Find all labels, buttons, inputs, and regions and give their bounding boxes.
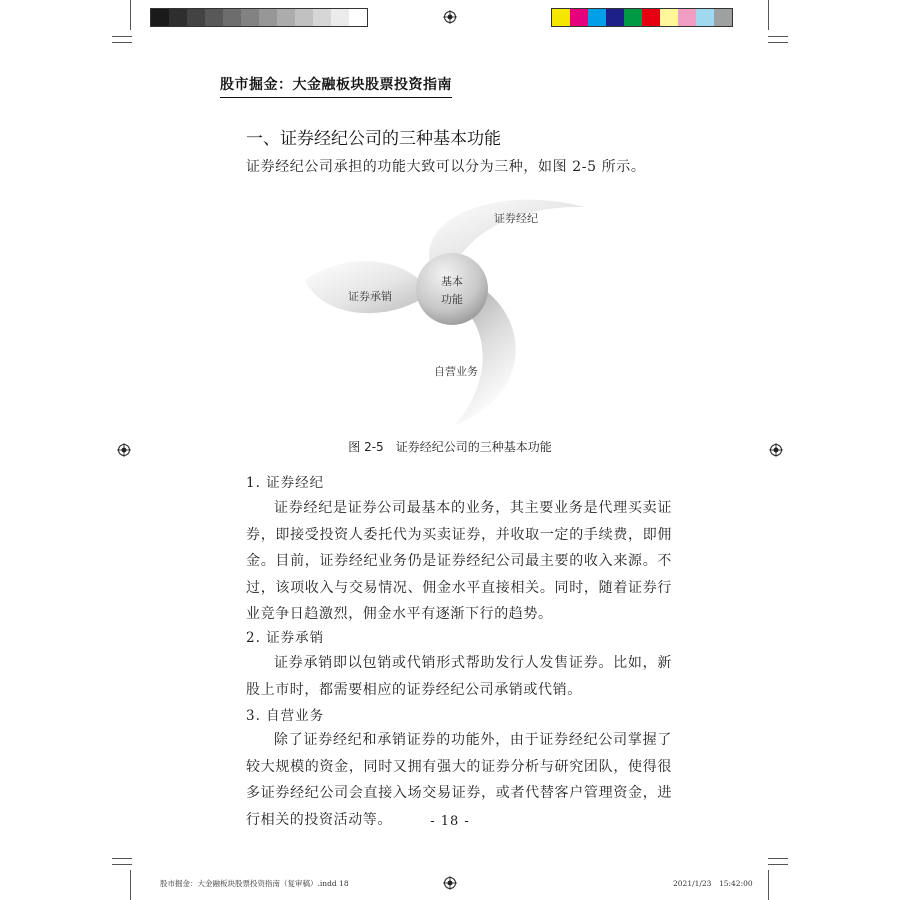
- slug-file: 股市掘金：大金融板块股票投资指南（复审稿）.indd 18: [160, 879, 349, 888]
- color-swatch: [151, 9, 169, 26]
- crop-mark: [112, 864, 132, 865]
- center-label-line1: 基本: [441, 275, 463, 288]
- color-swatch: [295, 9, 313, 26]
- petal-label-proprietary: 自营业务: [434, 365, 478, 378]
- center-circle: [416, 253, 488, 325]
- registration-mark-icon: [443, 10, 457, 24]
- crop-mark: [768, 858, 788, 859]
- item-paragraph: 除了证券经纪和承销证券的功能外，由于证券经纪公司掌握了较大规模的资金，同时又拥有强大的证券分析与研究团队，使得很多证券经纪公司会直接入场交易证券，或者代替客户管理资金，进行相关的投资活动等。: [246, 732, 672, 828]
- section-title: 一、证券经纪公司的三种基本功能: [246, 129, 501, 149]
- item-paragraph: 证券承销即以包销或代销形式帮助发行人发售证券。比如，新股上市时，都需要相应的证券经纪公司承销或代销。: [246, 655, 672, 698]
- color-swatch: [205, 9, 223, 26]
- color-swatch: [552, 9, 570, 26]
- color-swatch: [241, 9, 259, 26]
- grayscale-bar-strip: [150, 8, 368, 27]
- functions-diagram: [300, 185, 600, 430]
- color-swatch: [223, 9, 241, 26]
- color-swatch: [696, 9, 714, 26]
- running-head: 股市掘金：大金融板块股票投资指南: [220, 74, 452, 98]
- crop-mark: [768, 42, 788, 43]
- color-swatch: [624, 9, 642, 26]
- color-swatch: [277, 9, 295, 26]
- center-label-line2: 功能: [441, 293, 463, 306]
- page-number: - 18 -: [430, 814, 470, 829]
- petal-label-underwriting: 证券承销: [348, 290, 392, 303]
- color-swatch: [349, 9, 367, 26]
- item-title: 2. 证券承销: [246, 630, 325, 646]
- color-swatch: [331, 9, 349, 26]
- item-title: 1. 证券经纪: [246, 475, 325, 491]
- color-swatch: [259, 9, 277, 26]
- crop-mark: [768, 870, 769, 900]
- color-swatch: [588, 9, 606, 26]
- color-swatch: [714, 9, 732, 26]
- color-swatch: [660, 9, 678, 26]
- crop-mark: [112, 42, 132, 43]
- color-swatch: [313, 9, 331, 26]
- crop-mark: [130, 0, 131, 30]
- crop-mark: [130, 870, 131, 900]
- color-swatch: [169, 9, 187, 26]
- slug-timestamp: 2021/1/23 15:42:00: [673, 879, 753, 888]
- crop-mark: [768, 864, 788, 865]
- item-paragraph: 证券经纪是证券公司最基本的业务，其主要业务是代理买卖证券，即接受投资人委托代为买卖证券，并收取一定的手续费，即佣金。目前，证券经纪业务仍是证券经纪公司最主要的收入来源。不过，该项收入与交易情况、佣金水平直接相关。同时，随着证券行业竞争日趋激烈，佣金水平有逐渐下行的趋势。: [246, 500, 672, 622]
- petal-label-brokerage: 证券经纪: [494, 212, 538, 225]
- color-swatch: [606, 9, 624, 26]
- color-bar-strip: [551, 8, 733, 27]
- item-title: 3. 自营业务: [246, 708, 325, 724]
- color-swatch: [187, 9, 205, 26]
- registration-mark-icon: [443, 876, 457, 890]
- crop-mark: [112, 858, 132, 859]
- intro-text: 证券经纪公司承担的功能大致可以分为三种，如图 2-5 所示。: [246, 159, 646, 175]
- crop-mark: [112, 36, 132, 37]
- color-swatch: [642, 9, 660, 26]
- petal-left: [305, 261, 425, 313]
- color-swatch: [678, 9, 696, 26]
- crop-mark: [768, 0, 769, 30]
- figure-caption: 图 2-5 证券经纪公司的三种基本功能: [348, 440, 552, 454]
- color-swatch: [570, 9, 588, 26]
- crop-mark: [768, 36, 788, 37]
